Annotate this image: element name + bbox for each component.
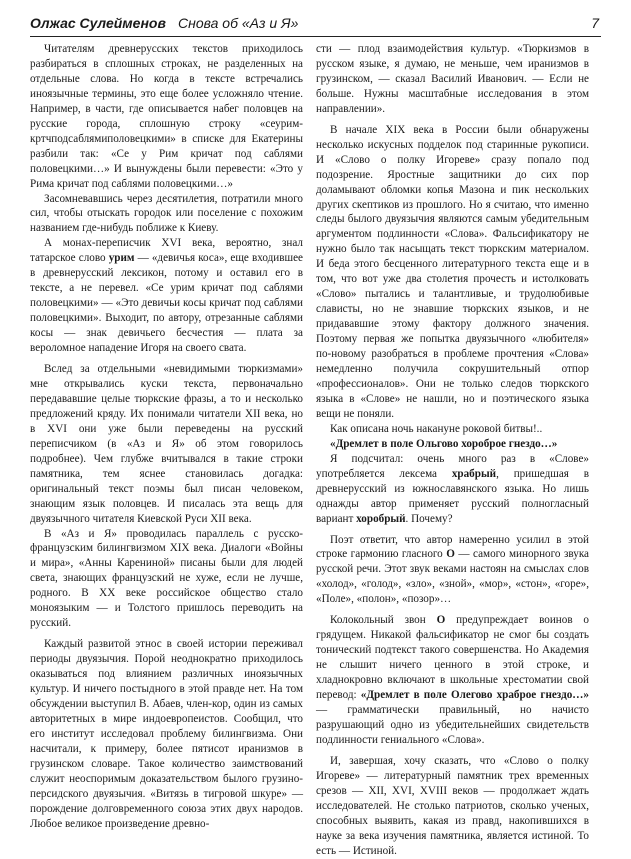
paragraph [316, 613, 589, 748]
paragraph: Засомневавшись через десятилетия, потратили много сил, чтобы отыскать городок или поселение с похожим названием где-нибудь поближе к Киеву. [30, 192, 303, 235]
bold-term: храбрый [451, 467, 497, 480]
paragraph [316, 452, 589, 527]
paragraph: Вслед за отдельными «невидимыми тюркизмами» мне открывались куски текста, первоначально передававшие целые тюркские фразы, а то и несколько предложений кряду. Их понимали читатели XII века, но в XVI они уже были переведены на русский переписчиком (в «Аз и Я» об этом говорилось подробнее). Чем глубже вчитывался в такие строки памятника, тем яснее становилась догадка: оригинальный текст поэмы был писан человеком, знающим язык половцев. И писалась эта вещь для двуязычного читателя Киевской Руси XII века. [30, 363, 303, 525]
text-run: — грамматически правильный, но начисто разрушающий одно из убедительнейших свидетельств подлинности гениального «Слова». [316, 703, 589, 746]
bold-term: хоробрый [356, 512, 406, 525]
text-run: Поэт ответит, что автор намеренно усилил в этой строке гармонию гласного [316, 533, 589, 561]
paragraph: сти — плод взаимодействия культур. «Тюркизмов в русском языке, я думаю, не меньше, чем иранизмов в грузинском, — сказал Василий Иванович. — Если не больше. Нужны масштабные исследования в этом направлении». [316, 43, 589, 115]
right-column [316, 42, 590, 857]
paragraph [316, 533, 589, 608]
text-run: Я подсчитал: очень много раз в «Слове» употребляется лексема [316, 452, 589, 480]
text-run: . Почему? [405, 512, 453, 525]
text-run: , пришедшая в древнерусский из южнославянского языка. Но лишь однажды автор применяет русский полногласный вариант [316, 467, 589, 525]
paragraph: В «Аз и Я» проводилась параллель с русско-французским билингвизмом XIX века. Диалоги «Войны и мира», «Анны Карениной» писаны были для людей света, знающих французский не хуже, если не лучше, родного. В XX веке российское общество стало моноязыким — и Толстого пришлось переводить на русский. [30, 527, 303, 630]
bold-term: О [446, 548, 455, 561]
bold-term: О [436, 614, 446, 627]
text-run: Колокольный звон [330, 614, 437, 627]
text-run: А монах-переписчик XVI века, вероятно, знал татарское слово [30, 237, 303, 265]
paragraph [30, 236, 303, 356]
page-number: 7 [591, 15, 599, 31]
text-run: — «девичья коса», еще входившее в древнерусский лексикон, потому и оставил его в тексте, а не перевел. «Се урим кричат под саблями половецкими» — «Это девичьи косы кричат под саблями половецкими». Выходит, по автору, отрезанные саблями косы — знак девичьего бесчестия — плата за вероломное нападение Игоря на своего свата. [30, 252, 303, 355]
quote-line: «Дремлет в поле Ольгово хороброе гнездо…» [330, 437, 558, 450]
bold-term: урим [108, 252, 135, 265]
paragraph: Каждый развитой этнос в своей истории переживал периоды двуязычия. Порой неоднократно приходилось оказываться под влиянием различных иноязычных культур. И ничего постыдного в этой правде нет. На том обсуждении выступил В. Абаев, член-кор, один из самых авторитетных в мире индоевропеистов. Сообщил, что его институт исследовал проблему билингвизма. Они насчитали, к примеру, более пятисот иранизмов в грузинском словаре. Такое количество заимствований служит неоспоримым доказательством былого грузино-персидского двуязычия. «Витязь в тигровой шкуре» — порождение долговременного союза этих двух народов. Любое великое произведение древно- [30, 638, 303, 830]
paragraph: Читателям древнерусских текстов приходилось разбираться в сплошных строках, не разделенных на отдельные слова. Но когда в тексте встречались иноязычные термины, это еще более усложняло чтение. Например, в части, где описывается набег половцев на русские города, сплошную строку «сеурим-кртчподсаблямиполовецкими» в списке для Екатерины разбили так: «Се у Рим кричат под саблями половецкими…» И вынуждены были перевести: «Это у Рима кричат под саблями половецкими…» [30, 43, 303, 190]
text-run: предупреждает воинов о грядущем. Никакой фальсификатор не смог бы создать тонический подтекст такого совершенства. Но Академия не слышит ничего ценного в этой строке, и хладнокровно включают в школьные хрестоматии свой перевод: [316, 614, 590, 702]
header-author: Олжас Сулейменов [30, 15, 166, 31]
paragraph: Как описана ночь накануне роковой битвы!.. [330, 422, 543, 435]
text-run: — самого минорного звука русской речи. Этот звук веками настоян на смыслах слов «холод», «голод», «зло», «зной», «мор», «стон», «горе», «Поле», «полон», «позор»… [316, 548, 590, 606]
left-column [30, 42, 303, 830]
paragraph: В начале XIX века в России были обнаружены несколько искусных подделок под старинные рукописи. И «Слово о полку Игореве» сразу попало под подозрение. Яростные защитники до сих пор доламывают обломки копья Мазона и пик нескольких других скептиков из прошлого. Но я считаю, что именно следы былого двуязычия являются самым убедительным аргументом подлинности «Слова». Фальсификатору не нужно было так насыщать текст тюркским материалом. И беда этого бесценного литературного текста еще и в том, что вот уже два столетия прочесть и истолковать «Слово» пытались и талантливые, и трудолюбивые слависты, но не знавшие тюркских языков, и не придававшие этому фактору должного значения. Поэтому первая же попытка двуязычного «любителя» по-новому разобраться в проблеме прочтения «Слова» немедленно получила сокрушительный отпор «профессионалов». Они не только следов тюркского языка в «Слове» не нашли, но и поэтического языка вещи не поняли. [316, 123, 589, 420]
paragraph: И, завершая, хочу сказать, что «Слово о полку Игореве» — литературный памятник трех временных срезов — XII, XVI, XVIII веков — продолжает ждать исследователей. Не столько патриотов, сколько ученых, способных выявить, какая из правд, накопившихся в науке за века изучения памятника, является истиной. То есть — Истиной. [316, 754, 589, 857]
bold-quote: «Дремлет в поле Олегово храброе гнездо…» [360, 689, 589, 702]
header-article-title: Снова об «Аз и Я» [178, 15, 299, 31]
running-header [30, 14, 601, 37]
